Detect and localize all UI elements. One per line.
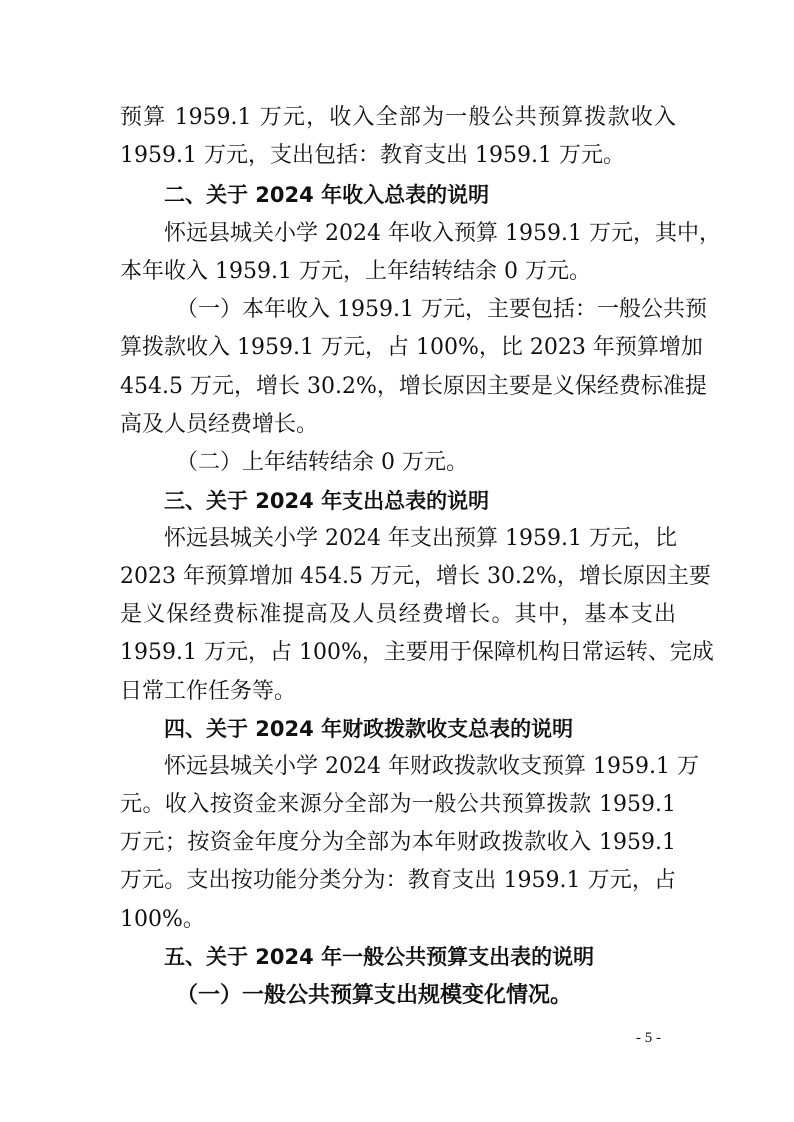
paragraph-line: 1959.1 万元，占 100%，主要用于保障机构日常运转、完成	[120, 640, 714, 665]
paragraph-line: 怀远县城关小学 2024 年支出预算 1959.1 万元，比	[164, 526, 677, 551]
section-heading: 三、关于 2024 年支出总表的说明	[164, 489, 490, 513]
paragraph-line: 怀远县城关小学 2024 年收入预算 1959.1 万元，其中，	[164, 221, 721, 246]
paragraph-line: 万元。支出按功能分类分为：教育支出 1959.1 万元，占	[120, 868, 676, 893]
section-heading: 四、关于 2024 年财政拨款收支总表的说明	[164, 717, 574, 741]
subsection-heading: （一）一般公共预算支出规模变化情况。	[176, 982, 573, 1008]
paragraph-line: 预算 1959.1 万元，收入全部为一般公共预算拨款收入	[120, 105, 676, 130]
paragraph-line: 万元；按资金年度分为全部为本年财政拨款收入 1959.1	[120, 830, 676, 855]
page-number: - 5 -	[636, 1030, 661, 1046]
paragraph-line: 高及人员经费增长。	[120, 412, 319, 437]
paragraph-line: （一）本年收入 1959.1 万元，主要包括：一般公共预	[176, 297, 707, 322]
paragraph-line: 元。收入按资金来源分全部为一般公共预算拨款 1959.1	[120, 792, 676, 817]
paragraph-line: 怀远县城关小学 2024 年财政拨款收支预算 1959.1 万	[164, 754, 699, 779]
section-heading: 二、关于 2024 年收入总表的说明	[164, 183, 490, 207]
paragraph-line: （二）上年结转结余 0 万元。	[176, 450, 468, 475]
paragraph-line: 算拨款收入 1959.1 万元，占 100%，比 2023 年预算增加	[120, 335, 703, 360]
paragraph-line: 2023 年预算增加 454.5 万元，增长 30.2%，增长原因主要	[120, 564, 711, 589]
paragraph-line: 本年收入 1959.1 万元，上年结转结余 0 万元。	[120, 259, 591, 284]
paragraph-line: 是义保经费标准提高及人员经费增长。其中，基本支出	[120, 602, 676, 627]
paragraph-line: 1959.1 万元，支出包括：教育支出 1959.1 万元。	[120, 143, 625, 168]
section-heading: 五、关于 2024 年一般公共预算支出表的说明	[164, 945, 595, 969]
paragraph-line: 日常工作任务等。	[120, 679, 297, 704]
paragraph-line: 454.5 万元，增长 30.2%，增长原因主要是义保经费标准提	[120, 374, 707, 399]
paragraph-line: 100%。	[120, 907, 205, 932]
